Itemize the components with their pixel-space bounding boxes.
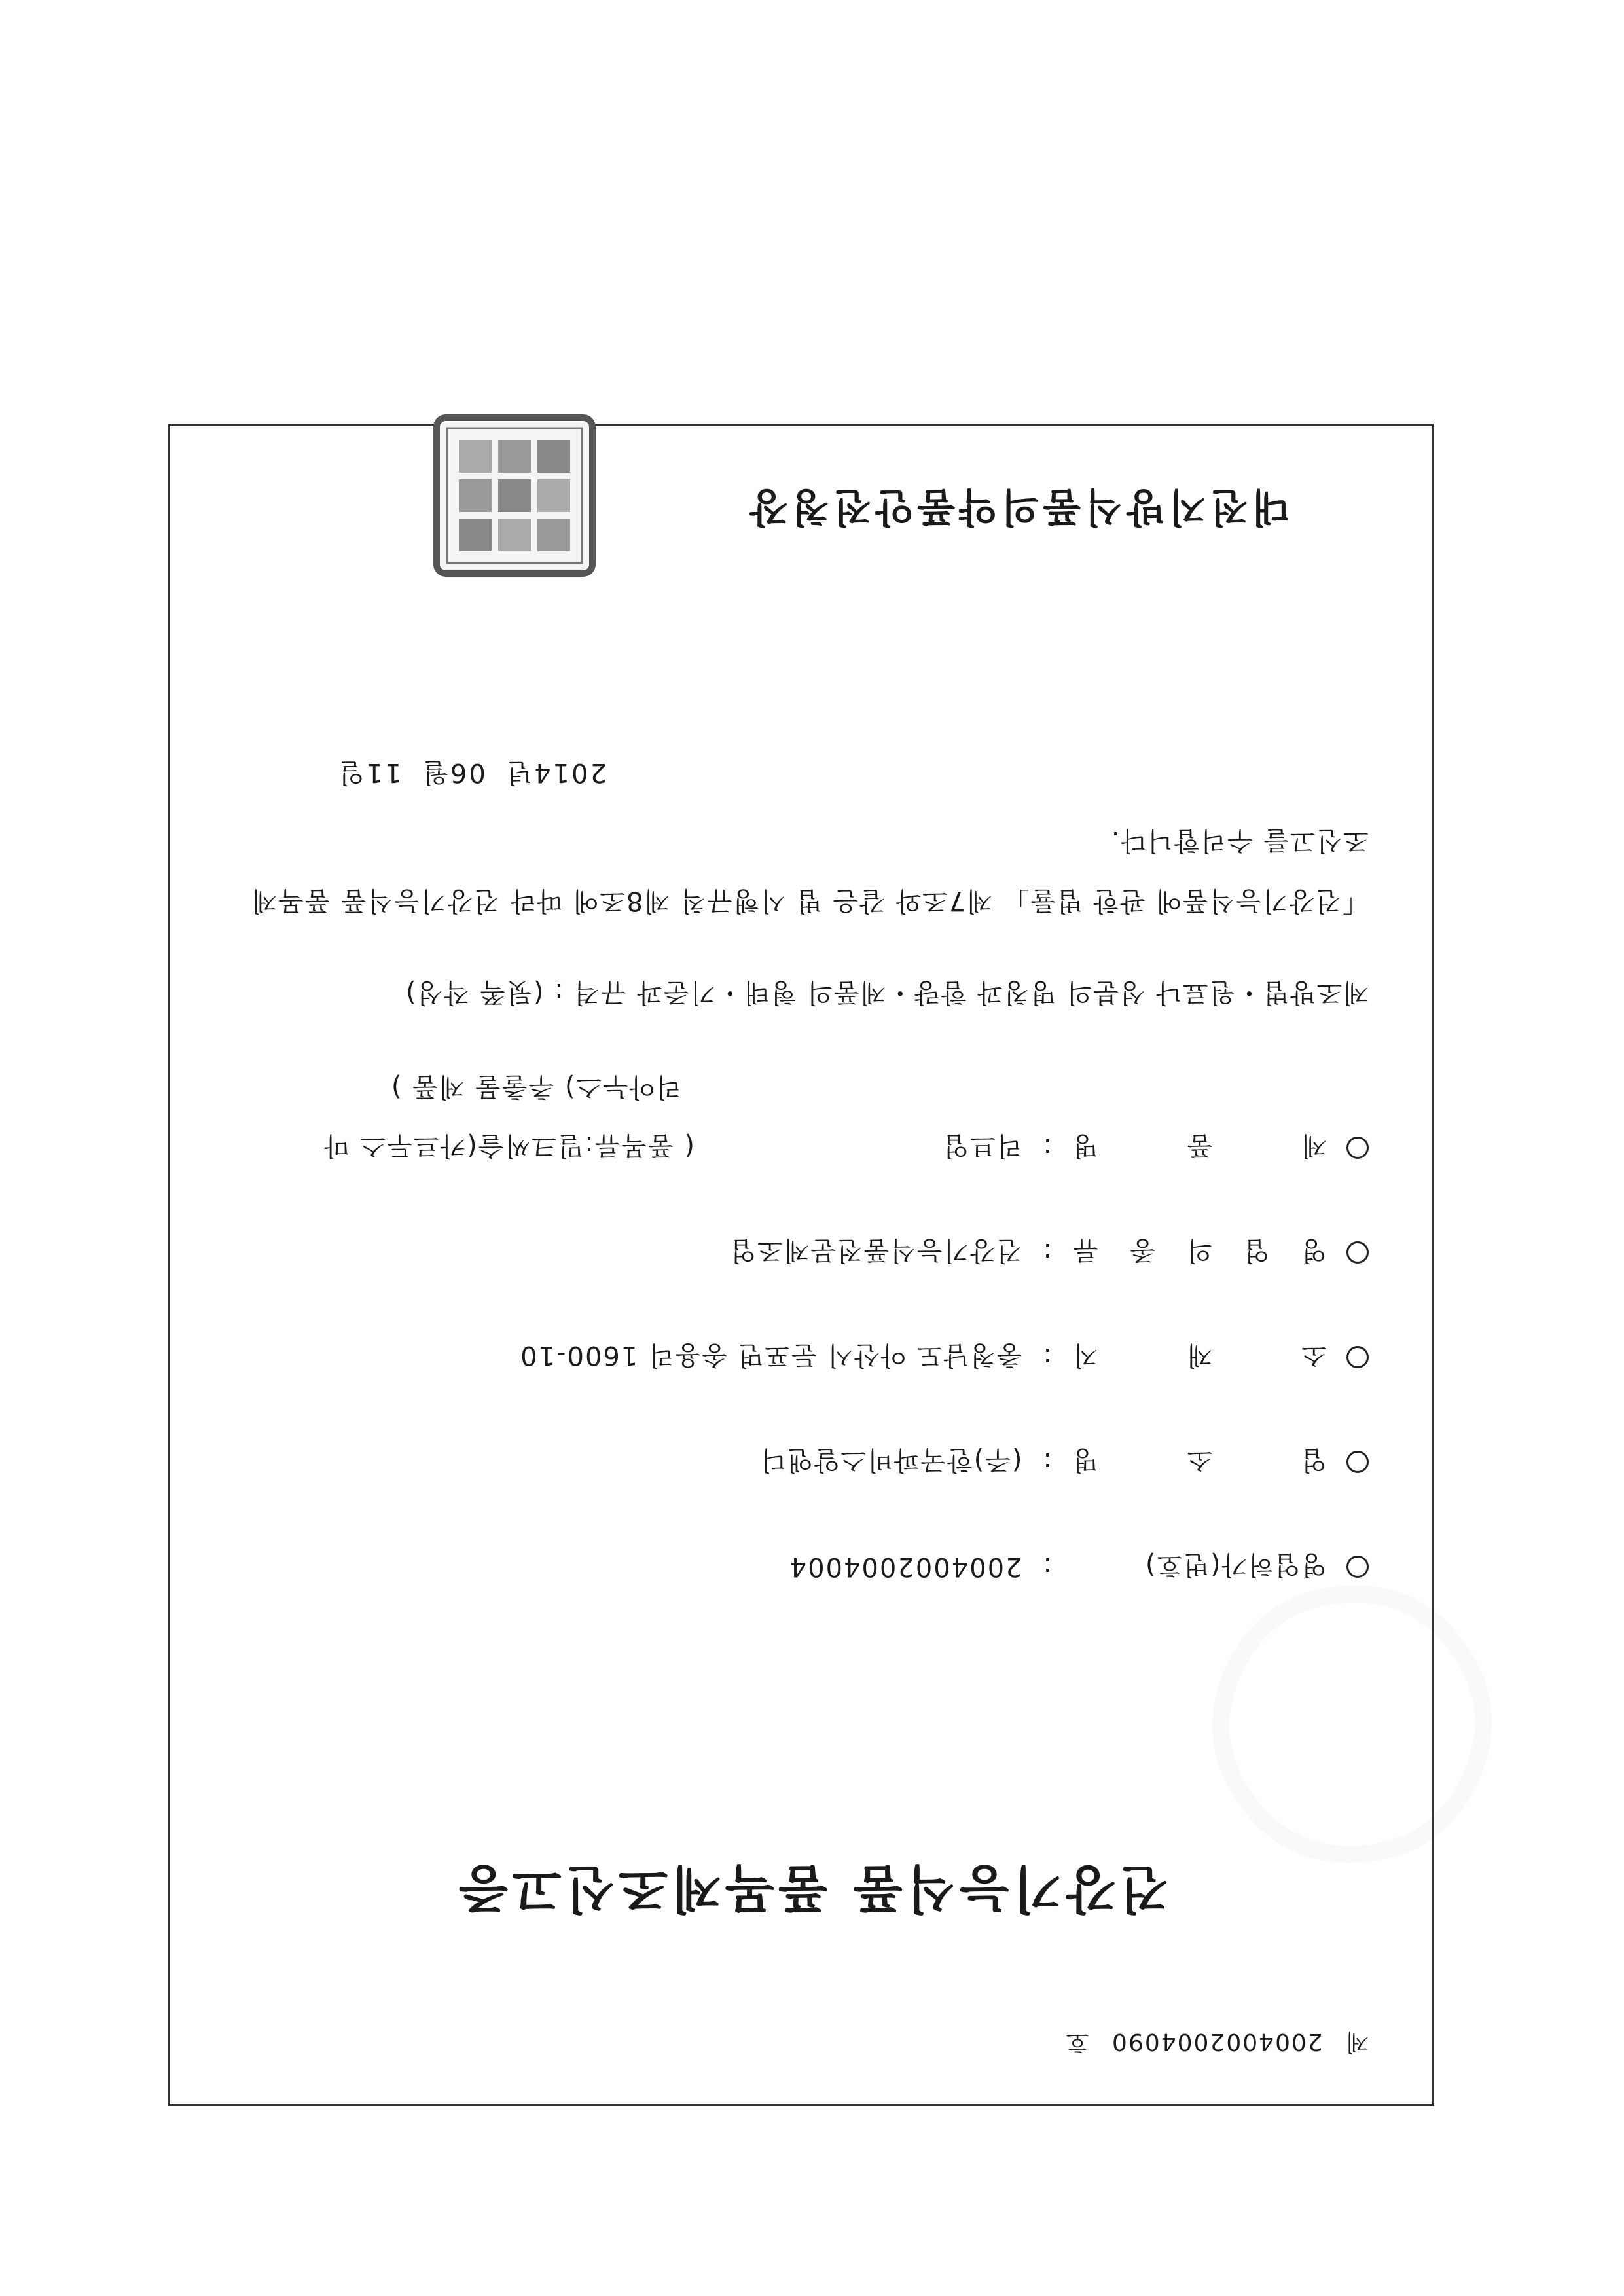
- product-detail-line1: ( 품목류:밀크씨슬(카르두스 마: [323, 1131, 695, 1161]
- issue-date-month: 06월: [421, 757, 486, 788]
- bullet-circle-icon: [1346, 1137, 1369, 1159]
- field-value: 2004002004004: [788, 1552, 1022, 1582]
- field-address: [519, 1339, 1369, 1376]
- field-business-name: [760, 1444, 1369, 1481]
- bullet-circle-icon: [1346, 1451, 1369, 1474]
- paragraph-manufacturing-method: 제조방법・원료나 성분의 명칭과 함량・제품의 형태・기준과 규격 : (뒷쪽 작성): [405, 977, 1369, 1008]
- field-colon: :: [1041, 1237, 1052, 1268]
- issue-date-year: 2014년: [505, 757, 607, 788]
- issue-date-day: 11일: [337, 757, 402, 788]
- field-value: 리브업: [942, 1131, 1022, 1161]
- paragraph-legal-basis: 「건강기능식품에 관한 법률」 제7조와 같은 법 시행규칙 제8조에 따라 건강기능식품 품목제조신고를 수리합니다.: [250, 826, 1369, 916]
- field-colon: :: [1041, 1447, 1052, 1478]
- field-label: 제 품 명: [1072, 1131, 1327, 1161]
- document-number-value: 2004002004090: [1111, 2028, 1323, 2055]
- official-seal-icon: [433, 414, 596, 577]
- field-value: 충청남도 아산시 둔포면 송용리 1600-10: [519, 1340, 1022, 1370]
- field-product-name: [943, 1129, 1369, 1167]
- document-number-suffix: 호: [1064, 2028, 1089, 2055]
- document-number-prefix: 제: [1344, 2028, 1369, 2055]
- field-business-type: [729, 1234, 1369, 1271]
- field-license-number: [789, 1548, 1369, 1586]
- document-number: [1065, 2027, 1369, 2060]
- field-label: 영 업 의 종 류: [1072, 1235, 1327, 1266]
- issuer-name: 대전지방식품의약품안전청장: [746, 484, 1290, 530]
- field-value: (주)한국파비스알앤디: [759, 1445, 1022, 1475]
- bullet-circle-icon: [1346, 1556, 1369, 1578]
- field-label: 소 재 지: [1072, 1340, 1327, 1370]
- field-label: 영업허가(번호): [1144, 1550, 1327, 1580]
- issue-date: [337, 756, 616, 793]
- field-label: 업 소 명: [1072, 1445, 1327, 1475]
- field-colon: :: [1041, 1342, 1052, 1373]
- field-colon: :: [1041, 1133, 1052, 1163]
- field-colon: :: [1041, 1552, 1052, 1582]
- document-title: 건강기능식품 품목제조신고증: [455, 1859, 1169, 1918]
- field-value: 건강기능식품전문제조업: [729, 1235, 1022, 1266]
- product-detail-line2: 리아누스) 추출물 제품 ): [389, 1072, 681, 1102]
- bullet-circle-icon: [1346, 1242, 1369, 1264]
- bullet-circle-icon: [1346, 1347, 1369, 1369]
